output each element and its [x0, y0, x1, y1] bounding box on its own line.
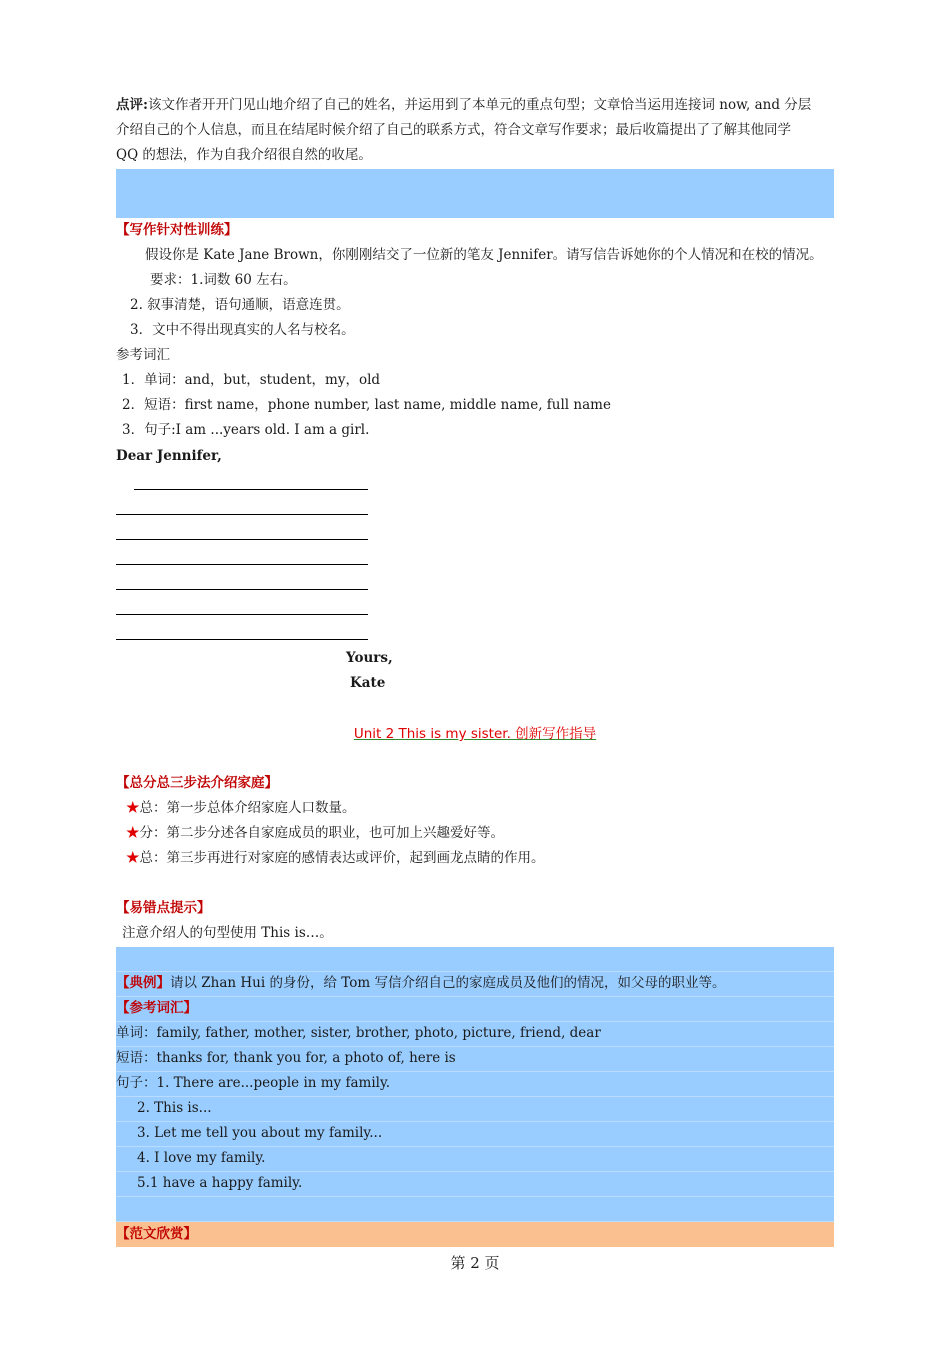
- requirement-2: 2. 叙事清楚，语句通顺，语意连贯。: [130, 297, 350, 313]
- method-step-1: ★总：第一步总体介绍家庭人口数量。: [126, 800, 356, 816]
- writing-line: [116, 614, 368, 615]
- training-task: 假设你是 Kate Jane Brown，你刚刚结交了一位新的笔友 Jennifer。请写信告诉她你的个人情况和在校的情况。: [145, 247, 823, 263]
- vocab-sentences: 3．句子:I am ...years old. I am a girl.: [122, 422, 370, 438]
- star-icon: ★: [126, 800, 140, 816]
- writing-line: [134, 489, 368, 490]
- writing-line: [116, 514, 368, 515]
- tips-text: 注意介绍人的句型使用 This is…。: [122, 925, 333, 941]
- vocab-words: 1．单词：and，but，student，my，old: [122, 372, 381, 388]
- example-sentence-2: 2. This is...: [137, 1100, 212, 1116]
- letter-closing: Yours,: [346, 650, 393, 666]
- example-sentence-1: 句子：1. There are...people in my family.: [116, 1075, 391, 1091]
- writing-line: [116, 589, 368, 590]
- star-icon: ★: [126, 850, 140, 866]
- method-step-2: ★分：第二步分述各自家庭成员的职业，也可加上兴趣爱好等。: [126, 825, 504, 841]
- method-step-3: ★总：第三步再进行对家庭的感情表达或评价，起到画龙点睛的作用。: [126, 850, 545, 866]
- appreciation-heading: 【范文欣赏】: [116, 1226, 197, 1242]
- band-row: [116, 1197, 834, 1222]
- example-sentence-3: 3. Let me tell you about my family...: [137, 1125, 383, 1141]
- vocab-title: 参考词汇: [116, 347, 170, 363]
- example-words: 单词：family, father, mother, sister, brother, photo, picture, friend, dear: [116, 1025, 601, 1041]
- letter-greeting: Dear Jennifer,: [116, 448, 222, 464]
- tips-heading: 【易错点提示】: [116, 900, 211, 916]
- review-line-2: 介绍自己的个人信息，而且在结尾时候介绍了自己的联系方式，符合文章写作要求；最后收篇提出了了解其他同学: [116, 122, 791, 138]
- review-line-3: QQ 的想法，作为自我介绍很自然的收尾。: [116, 147, 372, 163]
- writing-line: [116, 639, 368, 640]
- blank-blue-band: [116, 169, 834, 218]
- letter-signature: Kate: [350, 675, 386, 691]
- example-sentence-4: 4. I love my family.: [137, 1150, 266, 1166]
- review-label: 点评:: [116, 97, 148, 113]
- example-sentence-5: 5.1 have a happy family.: [137, 1175, 303, 1191]
- example-phrases: 短语：thanks for, thank you for, a photo of, here is: [116, 1050, 456, 1066]
- example-line: 【典例】请以 Zhan Hui 的身份，给 Tom 写信介绍自己的家庭成员及他们的情况，如父母的职业等。: [116, 975, 726, 991]
- vocab-phrases: 2．短语：first name，phone number, last name, middle name, full name: [122, 397, 611, 413]
- review-line-1: 点评:该文作者开开门见山地介绍了自己的姓名，并运用到了本单元的重点句型；文章恰当运用连接词 now, and 分层: [116, 97, 812, 113]
- page-number: 第 2 页: [450, 1254, 500, 1272]
- example-vocab-heading: 【参考词汇】: [116, 1000, 197, 1016]
- star-icon: ★: [126, 825, 140, 841]
- unit-title: Unit 2 This is my sister. 创新写作指导: [353, 726, 597, 742]
- example-label: 【典例】: [116, 975, 170, 991]
- writing-line: [116, 564, 368, 565]
- requirement-3: 3．文中不得出现真实的人名与校名。: [130, 322, 355, 338]
- writing-line: [116, 539, 368, 540]
- training-heading: 【写作针对性训练】: [116, 222, 238, 238]
- requirement-1: 要求：1.词数 60 左右。: [150, 272, 297, 288]
- method-heading: 【总分总三步法介绍家庭】: [116, 775, 278, 791]
- band-row: [116, 947, 834, 972]
